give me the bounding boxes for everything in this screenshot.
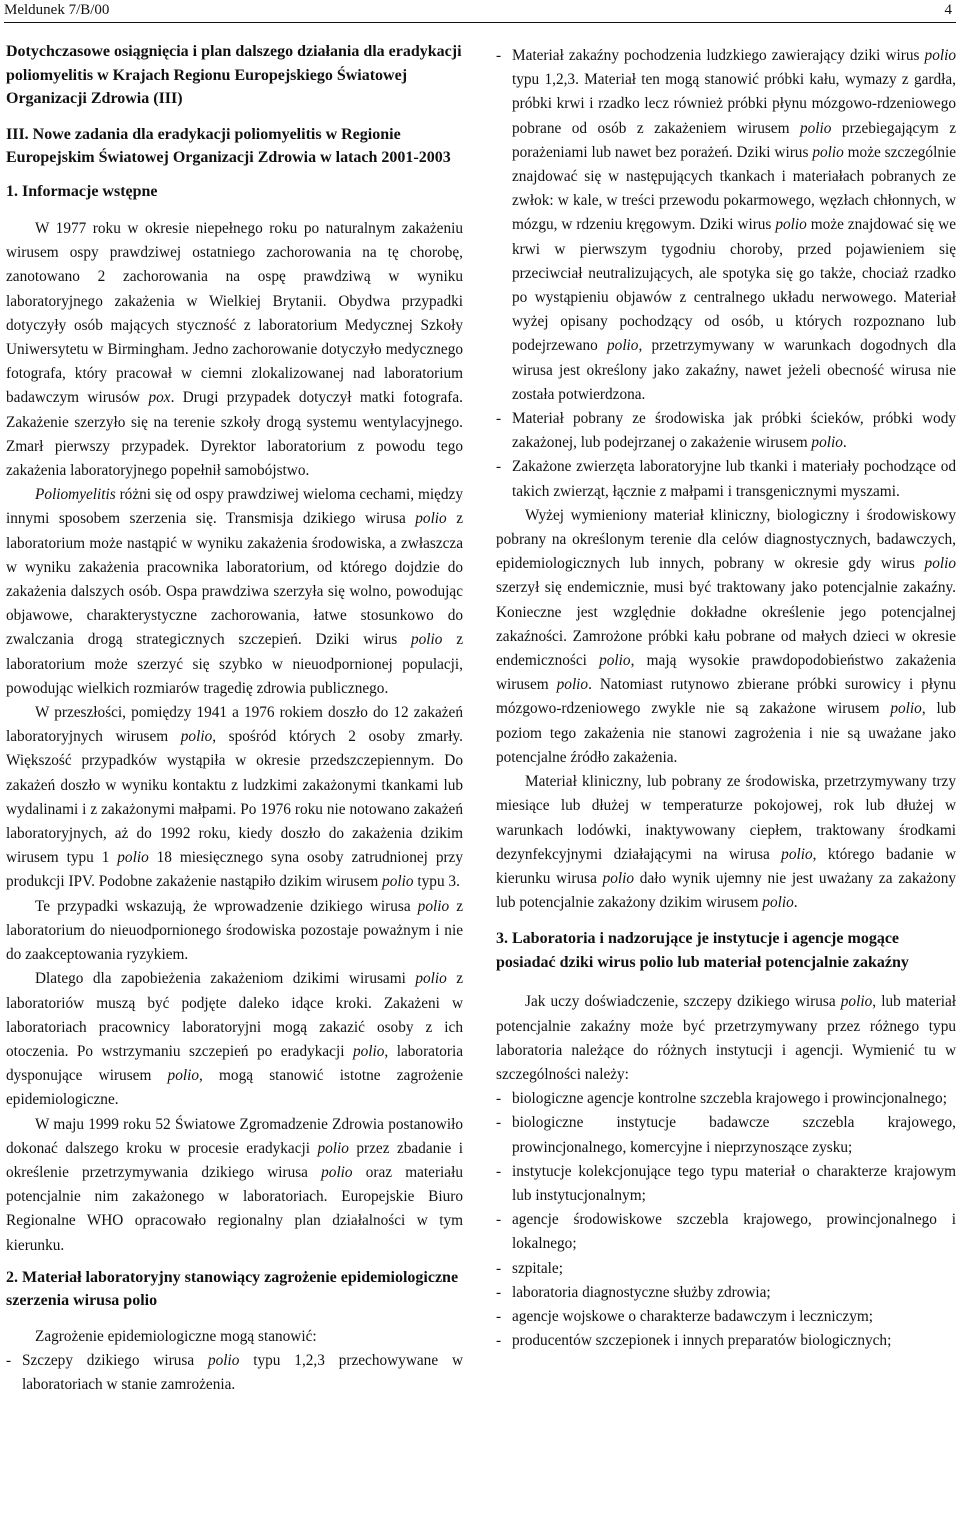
publication-label: Meldunek 7/B/00 xyxy=(4,2,110,18)
section-1-heading: 1. Informacje wstępne xyxy=(6,182,158,200)
paragraph: Poliomyelitis różni się od ospy prawdziwej wieloma cechami, między innymi sposobem szerzenia się. Transmisja dzikiego wirusa polio z laboratorium może nastąpić w wyniku zakażenia środowiska, a zwłaszcza w wyniku zakażenia pracownika laboratorium, od którego dojdzie do zakażenia dalszych osób. Ospa prawdziwa szerzyła się wolno, powodując objawowe, charakterystyczne zachorowania, łatwe stosunkowo do zwalczania drogą strategicznych szczepień. Dziki wirus polio z laboratorium może szerzyć się szybko w nieuodpornionej populacji, powodując wielkich rozmiarów tragedię zdrowia publicznego. xyxy=(6,486,463,697)
list-item: - agencje wojskowe o charakterze badawczym i leczniczym; xyxy=(496,1305,956,1329)
left-column xyxy=(6,40,463,1397)
article-title: Dotychczasowe osiągnięcia i plan dalszego działania dla eradykacji poliomyelitis w Krajach Regionu Europejskiego Światowej Organizacji Zdrowia (III) xyxy=(6,43,462,107)
paragraph: W przeszłości, pomiędzy 1941 a 1976 rokiem doszło do 12 zakażeń laboratoryjnych wirusem polio, spośród których 2 osoby zmarły. Większość przypadków wystąpiła w okresie przedszczepiennym. Do zakażeń doszło w wyniku kontaktu z ludzkimi zakażonymi tkankami lub wydalinami i z zakażonymi małpami. Po 1976 roku nie notowano zakażeń laboratoryjnych, aż do 1992 roku, kiedy doszło do zakażenia dzikim wirusem typu 1 polio 18 miesięcznego syna osoby zatrudnionej przy produkcji IPV. Podobne zakażenie nastąpiło dzikim wirusem polio typu 3. xyxy=(6,704,463,891)
dash-marker: - xyxy=(496,1259,502,1277)
paragraph: Te przypadki wskazują, że wprowadzenie dzikiego wirusa polio z laboratorium do nieuodpornionego środowiska pozostaje poważnym i nie do zaakceptowania ryzykiem. xyxy=(6,897,463,964)
dash-marker: - xyxy=(496,410,502,428)
list-item: - Zakażone zwierzęta laboratoryjne lub tkanki i materiały pochodzące od takich zwierząt, łącznie z małpami i transgenicznymi myszami. xyxy=(496,455,956,503)
list-item: - instytucje kolekcjonujące tego typu materiał o charakterze krajowym lub instytucjonalnym; xyxy=(496,1160,956,1208)
dash-marker: - xyxy=(6,1351,12,1369)
list-item: - biologiczne agencje kontrolne szczebla krajowego i prowincjonalnego; xyxy=(496,1087,956,1111)
list-item: - agencje środowiskowe szczebla krajowego, prowincjonalnego i lokalnego; xyxy=(496,1208,956,1256)
dash-marker: - xyxy=(496,1162,502,1180)
list-item: - Szczepy dzikiego wirusa polio typu 1,2,3 przechowywane w laboratoriach w stanie zamrożenia. xyxy=(6,1349,463,1397)
paragraph: Wyżej wymieniony materiał kliniczny, biologiczny i środowiskowy pobrany na określonym terenie dla celów diagnostycznych, badawczych, epidemiologicznych lub innych, pobrany w okresie gdy wirus polio szerzył się endemicznie, musi być traktowany jako potencjalnie zakaźny. Konieczne jest względnie dokładne określenie jego potencjalnej zakaźności. Zamrożone próbki kału pobrane od małych dzieci w okresie endemiczności polio, mają wysokie prawdopodobieństwo zakażenia wirusem polio. Natomiast rutynowo zbierane próbki surowicy i płynu mózgowo-rdzeniowego zwykle nie są zakażone wirusem polio, lub poziom tego zakażenia nie stanowi zagrożenia i nie są uważane jako potencjalne źródło zakażenia. xyxy=(496,506,956,766)
list-item: - producentów szczepionek i innych preparatów biologicznych; xyxy=(496,1329,956,1353)
dash-marker: - xyxy=(496,1332,502,1350)
paragraph: Materiał kliniczny, lub pobrany ze środowiska, przetrzymywany trzy miesiące lub dłużej w temperaturze pokojowej, rok lub dłużej w warunkach lodówki, inaktywowany ciepłem, traktowany środkami dezynfekcyjnymi działającymi na wirusa polio, którego badanie w kierunku wirusa polio dało wynik ujemny nie jest uważany za zakażony lub potencjalnie zakażony dzikim wirusem polio. xyxy=(496,773,956,912)
paragraph: Zagrożenie epidemiologiczne mogą stanowić: xyxy=(35,1327,317,1345)
list-item: - Materiał zakaźny pochodzenia ludzkiego zawierający dziki wirus polio typu 1,2,3. Materiał ten mogą stanowić próbki kału, wymazy z gardła, próbki krwi i rzadko lecz również próbki płynu mózgowo-rdzeniowego pobrane od osób z zakażeniem wirusem polio przebiegającym z porażeniami lub nawet bez porażeń. Dziki wirus polio może szczególnie znajdować się w następujących tkankach i materiałach pobranych ze zwłok: w kale, w treści przewodu pokarmowego, węzłach chłonnych, w mózgu, w rdzeniu kręgowym. Dziki wirus polio może znajdować się we krwi w pierwszym tygodniu choroby, przed pojawieniem się przeciwciał neutralizujących, ale spotyka się go także, chociaż rzadko po wystąpieniu objawów z centralnego układu nerwowego. Materiał wyżej opisany pochodzący od osób, u których rozpoznano lub podejrzewano polio, przetrzymywany w warunkach dogodnych dla wirusa jest określony jako zakaźny, nawet jeżeli obecność wirusa nie została potwierdzona. xyxy=(496,44,956,407)
list-item: - Materiał pobrany ze środowiska jak próbki ścieków, próbki wody zakażonej, lub podejrzanej o zakażenie wirusem polio. xyxy=(496,407,956,455)
dash-marker: - xyxy=(496,1283,502,1301)
list-item: - szpitale; xyxy=(496,1257,956,1281)
paragraph: Dlatego dla zapobieżenia zakażeniom dzikimi wirusami polio z laboratoriów muszą być podjęte daleko idące kroki. Zakażeni w laboratoriach pracownicy laboratoryjni mogą zakazić osoby z ich otoczenia. Po wstrzymaniu szczepień po eradykacji polio, laboratoria dysponujące wirusem polio, mogą stanowić istotne zagrożenie epidemiologiczne. xyxy=(6,970,463,1109)
header-divider xyxy=(4,22,956,23)
page-header xyxy=(4,2,952,20)
section-2-heading: 2. Materiał laboratoryjny stanowiący zagrożenie epidemiologiczne szerzenia wirusa polio xyxy=(6,1268,459,1310)
dash-marker: - xyxy=(496,1211,502,1229)
paragraph: W maju 1999 roku 52 Światowe Zgromadzenie Zdrowia postanowiło dokonać dalszego kroku w procesie eradykacji polio przez zbadanie i określenie przetrzymywania dzikiego wirusa polio oraz materiału potencjalnie nim zakażonego w laboratoriach. Europejskie Biuro Regionalne WHO opracowało regionalny plan działalności w tym kierunku. xyxy=(6,1115,463,1254)
list-item: - biologiczne instytucje badawcze szczebla krajowego, prowincjonalnego, komercyjne i nieprzynoszące zysku; xyxy=(496,1111,956,1159)
dash-marker: - xyxy=(496,1090,502,1108)
paragraph: Jak uczy doświadczenie, szczepy dzikiego wirusa polio, lub materiał potencjalnie zakaźny może być przetrzymywany przez różnego typu laboratoria należące do różnych instytucji i agencji. Wymienić tu w szczególności należy: xyxy=(496,993,956,1083)
dash-marker: - xyxy=(496,1307,502,1325)
section-3-heading: 3. Laboratoria i nadzorujące je instytucje i agencje mogące posiadać dziki wirus polio lub materiał potencjalnie zakaźny xyxy=(496,930,909,971)
part-heading: III. Nowe zadania dla eradykacji poliomyelitis w Regionie Europejskim Światowej Organizacji Zdrowia w latach 2001-2003 xyxy=(6,125,451,166)
dash-marker: - xyxy=(496,47,502,64)
page-number: 4 xyxy=(944,2,952,18)
dash-marker: - xyxy=(496,1114,502,1132)
right-column xyxy=(496,44,956,1353)
paragraph: W 1977 roku w okresie niepełnego roku po naturalnym zakażeniu wirusem ospy prawdziwej ostatniego zachorowania na tę chorobę, zanotowano 2 zachorowania na ospę prawdziwą w wyniku laboratoryjnego zakażenia w Wielkiej Brytanii. Obydwa przypadki dotyczyły osób mających styczność z laboratorium Medycznej Szkoły Uniwersytetu w Birmingham. Jedno zachorowanie dotyczyło medycznego fotografa, który pracował w ciemni zlokalizowanej nad laboratorium badawczym wirusów pox. Drugi przypadek dotyczył matki fotografa. Zakażenie szerzyło się na terenie szkoły drogą systemu wentylacyjnego. Zmarł pierwszy przypadek. Dyrektor laboratorium z powodu tego zakażenia laboratoryjnego popełnił samobójstwo. xyxy=(6,220,463,480)
list-item: - laboratoria diagnostyczne służby zdrowia; xyxy=(496,1281,956,1305)
dash-marker: - xyxy=(496,458,502,476)
